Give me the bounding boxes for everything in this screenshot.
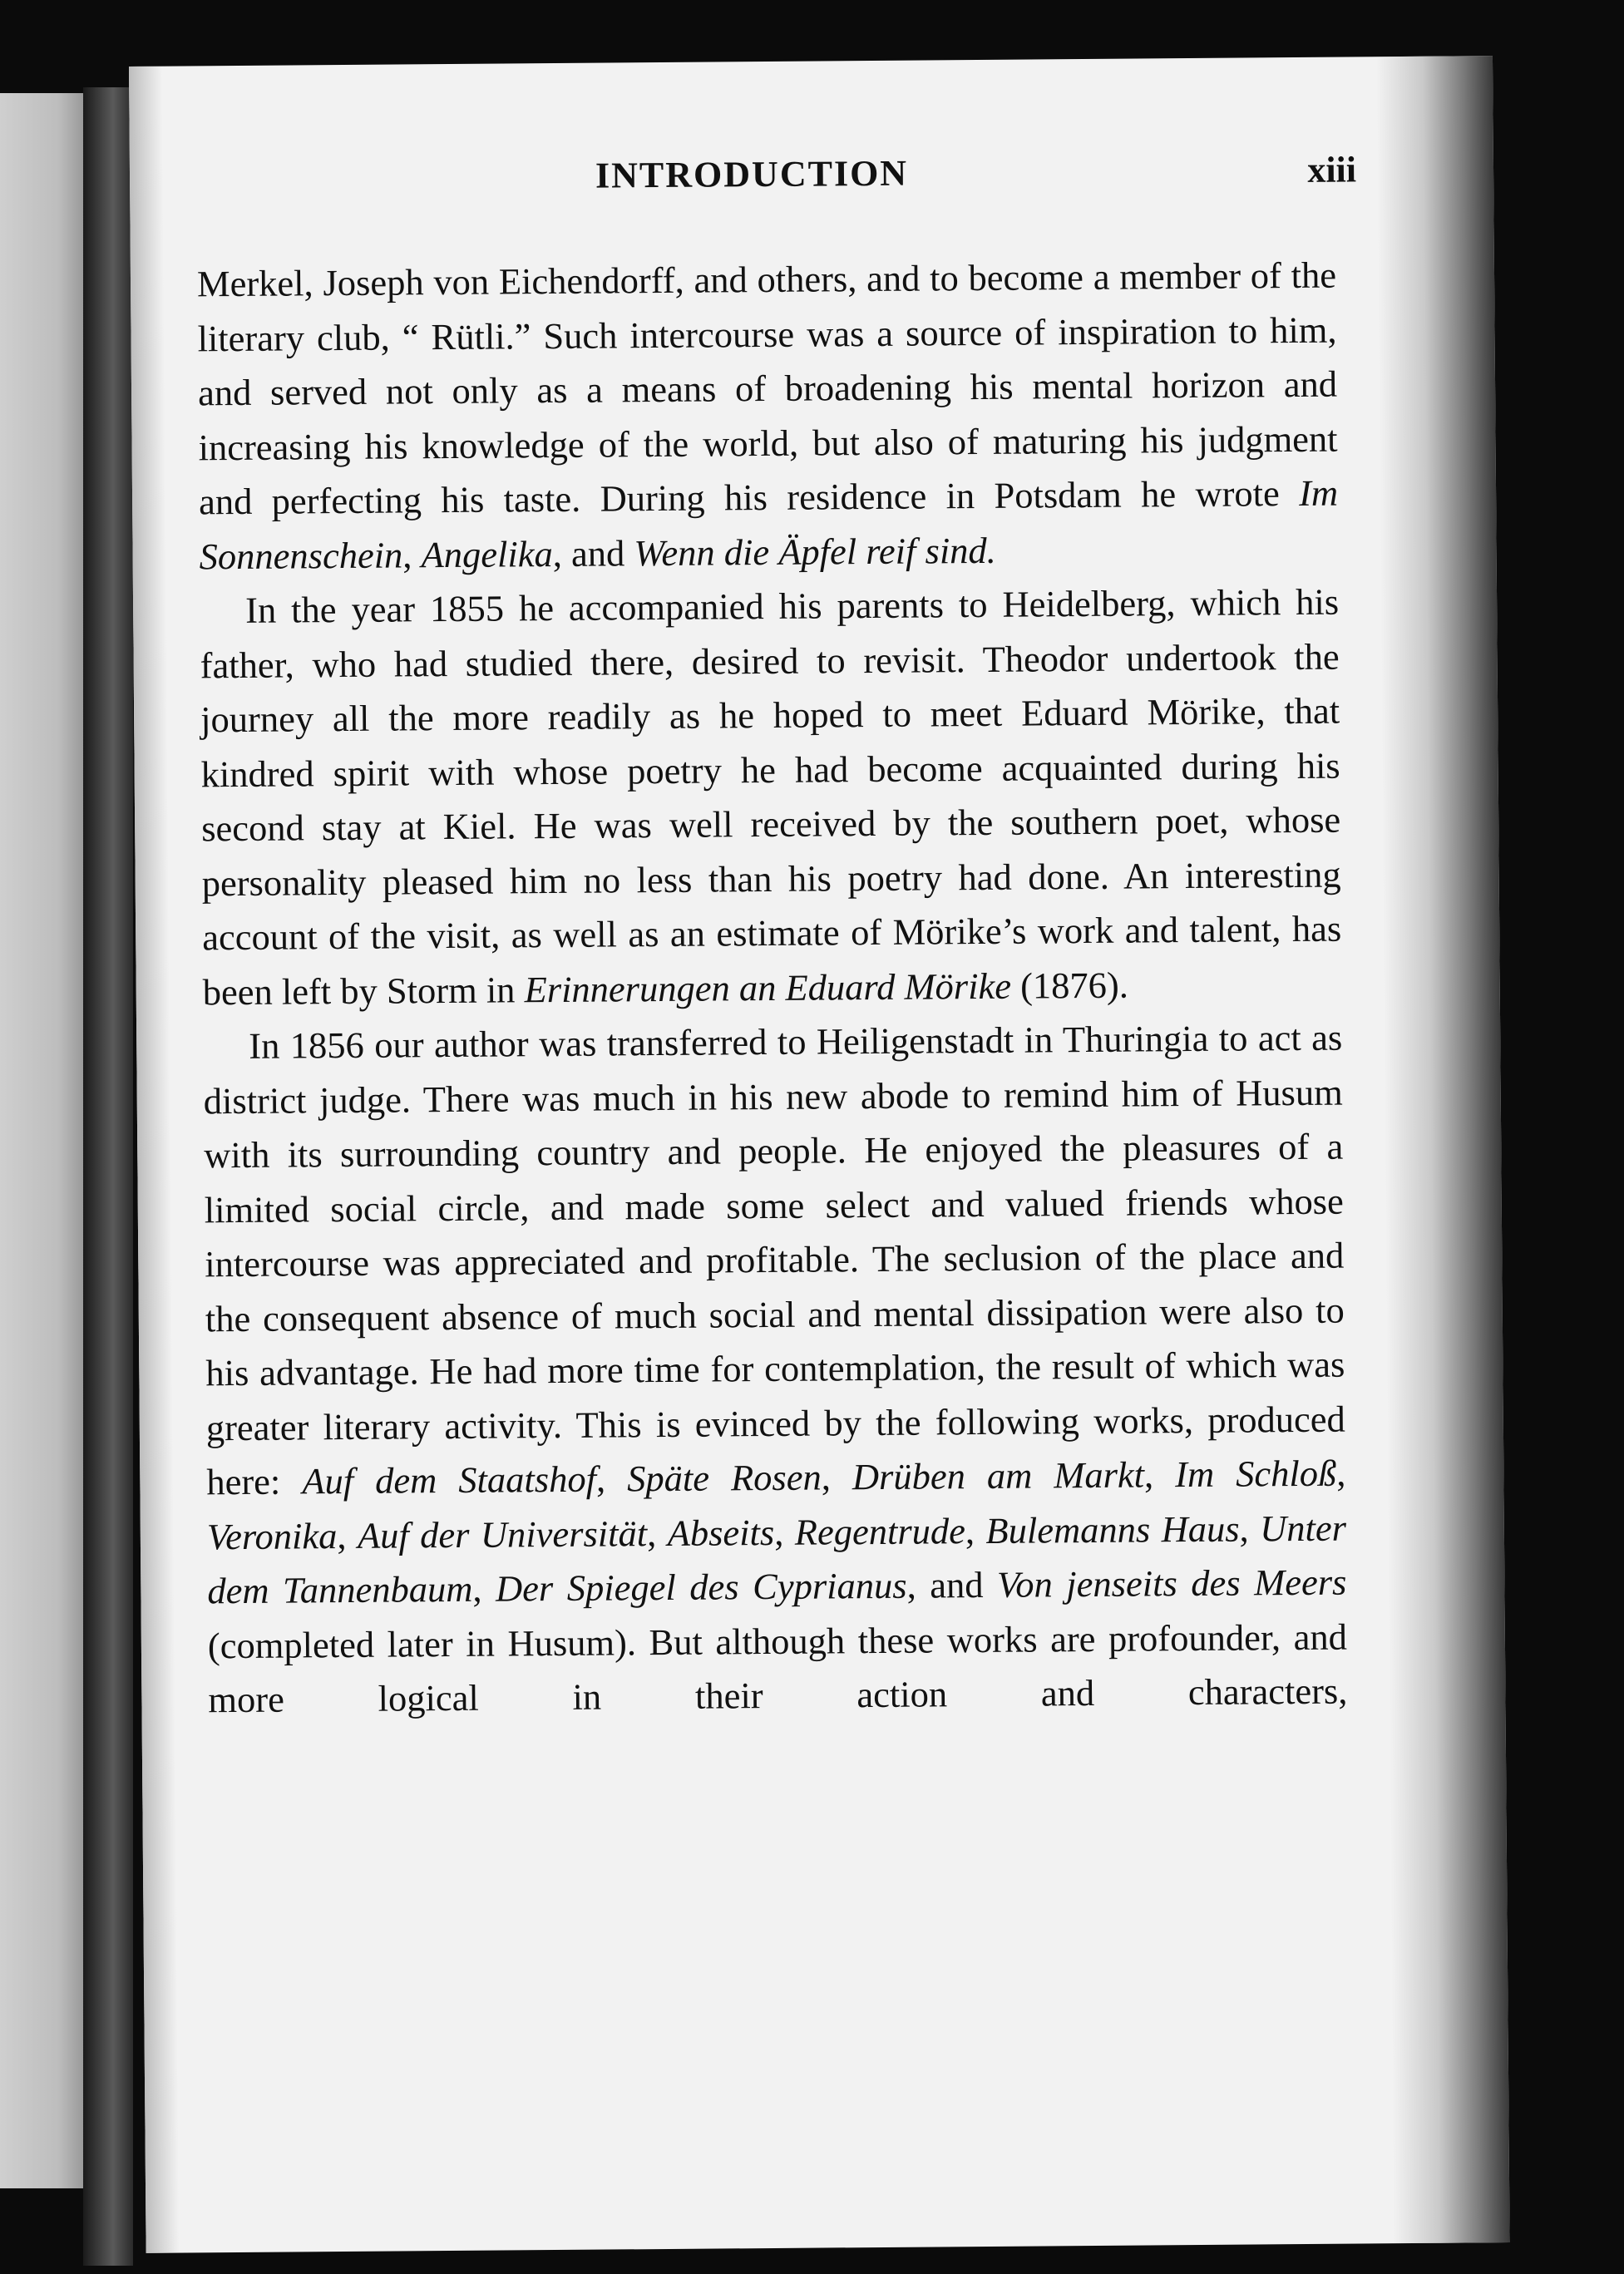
italic-title: Regentrude xyxy=(794,1509,966,1553)
text-run: , xyxy=(402,533,422,575)
italic-title: Drüben am Markt xyxy=(851,1453,1145,1498)
italic-title: Wenn die Äpfel reif sind. xyxy=(634,529,997,574)
italic-title: Von jenseits des Meers xyxy=(996,1561,1347,1606)
italic-title: Veronika xyxy=(206,1514,338,1557)
paragraph xyxy=(197,249,1339,585)
italic-title: Angelika xyxy=(421,532,553,575)
italic-title: Im Schloß xyxy=(1174,1452,1337,1496)
italic-title: Abseits xyxy=(667,1511,775,1554)
text-run: , and xyxy=(552,531,634,575)
book-page xyxy=(129,56,1510,2253)
italic-title: Auf dem Staatshof xyxy=(302,1458,597,1502)
text-run: In the year 1855 he accompanied his parents to Heidelberg, which his father, who had studied there, desired to revisit. Theodor undertook the journey all the more readily as he hoped to meet Eduard Mörike, that kindred spirit with whose poetry he had become acquainted during his second stay at Kiel. He was well received by the southern poet, whose personality pleased him no less than his poetry had done. An interesting account of the visit, as well as an estimate of Mörike’s work and talent, has been left by Storm in xyxy=(200,580,1342,1013)
paragraph xyxy=(200,575,1342,1020)
running-head xyxy=(130,147,1493,196)
italic-title: Erinnerungen an Eduard Mörike xyxy=(524,964,1012,1010)
text-run: , xyxy=(595,1458,628,1500)
text-run: , and xyxy=(906,1563,998,1606)
text-run: (completed later in Husum). But although these works are profounder, and more logical in their action and characters, xyxy=(207,1615,1348,1721)
text-run: , xyxy=(821,1456,853,1498)
text-run: Merkel, Joseph von Eichendorff, and others, and to become a member of the literary club, “ Rütli.” Such intercourse was a source of inspiration to him, and served not only as a means of broadening his mental horizon and increasing his knowledge of the world, but also of maturing his judgment and perfecting his taste. During his residence in Potsdam he wrote xyxy=(196,254,1338,523)
book-gutter xyxy=(83,87,133,2266)
italic-title: Unter dem Tannenbaum xyxy=(207,1507,1347,1612)
text-run: (1876). xyxy=(1010,964,1129,1007)
page-shadow-left xyxy=(129,67,180,2253)
text-run: , xyxy=(1336,1452,1346,1494)
italic-title: Späte Rosen xyxy=(626,1456,822,1500)
page-shadow-right xyxy=(1376,56,1510,2243)
text-run: In 1856 our author was transferred to Heiligenstadt in Thuringia to act as district judge. There was much in his new abode to remind him of Husum with its surrounding country and people. He enjoyed the pleasures of a limited social circle, and made some select and valued friends whose intercourse was appreciated and profitable. The seclusion of the place and the consequent absence of much social and mental dissipation were also to his advantage. He had more time for contemplation, the result of which was greater literary activity. This is evinced by the following works, produced here: xyxy=(203,1016,1346,1503)
italic-title: Der Spiegel des Cyprianus xyxy=(495,1564,907,1610)
text-run: , xyxy=(774,1511,795,1553)
facing-page-edge xyxy=(0,93,83,2188)
body-text xyxy=(197,249,1348,1728)
text-run: , xyxy=(965,1509,986,1551)
text-run: , xyxy=(1239,1507,1261,1550)
text-run: , xyxy=(337,1514,358,1556)
page-number: xiii xyxy=(1307,149,1357,190)
italic-title: Im Sonnenschein xyxy=(199,471,1339,577)
text-run: , xyxy=(472,1567,496,1610)
running-title: INTRODUCTION xyxy=(595,152,909,196)
text-run: , xyxy=(646,1512,668,1554)
italic-title: Auf der Universität xyxy=(357,1512,648,1556)
text-run: , xyxy=(1143,1453,1176,1496)
paragraph xyxy=(203,1011,1348,1728)
italic-title: Bulemanns Haus xyxy=(985,1507,1240,1551)
